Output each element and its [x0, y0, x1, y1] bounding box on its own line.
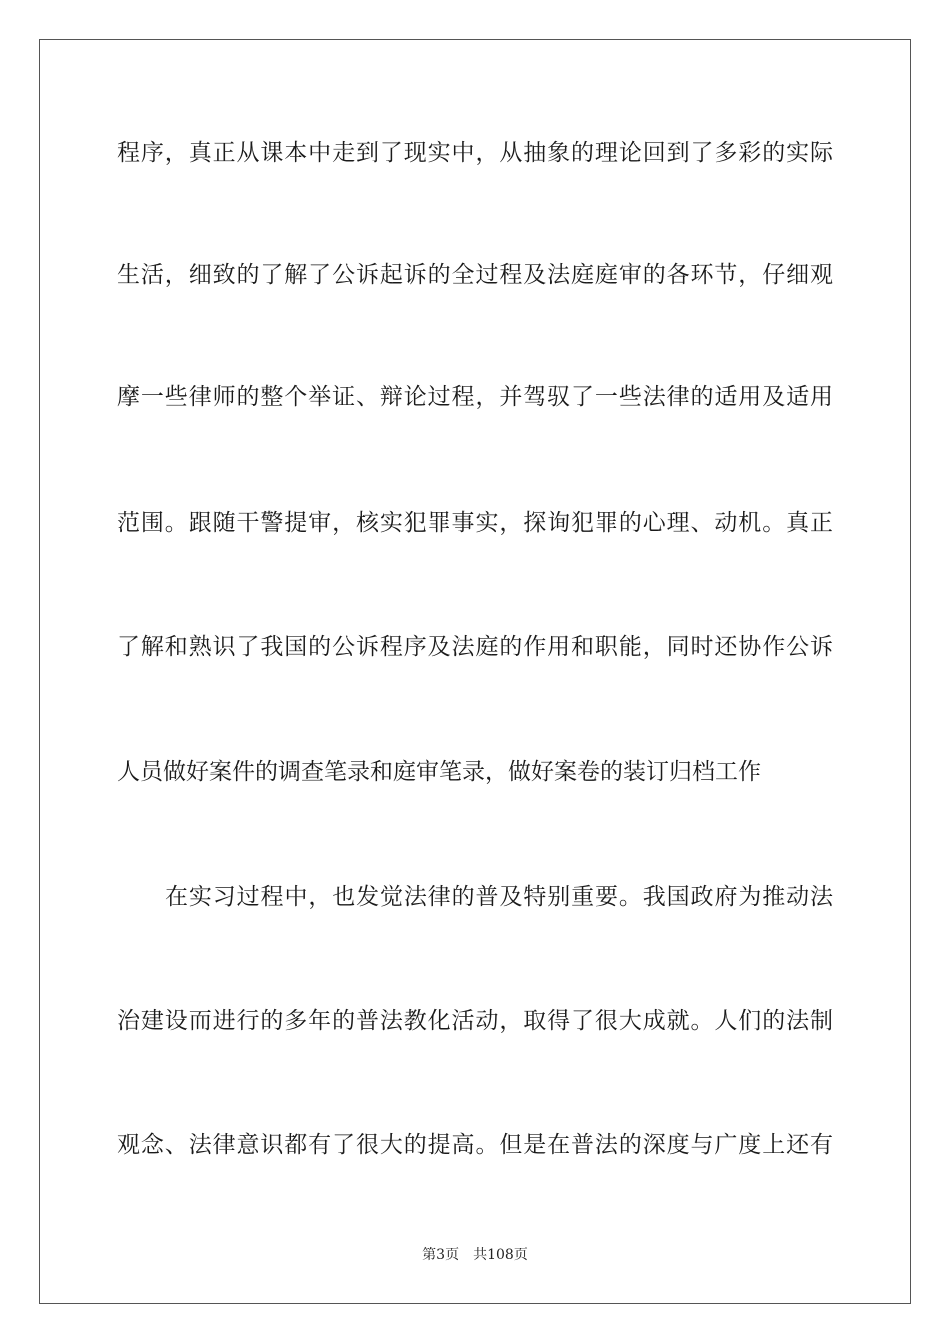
page-total: 共108页: [473, 1247, 528, 1263]
page-footer: [0, 1246, 950, 1264]
page-frame: [39, 39, 911, 1304]
body-text-line: 人员做好案件的调查笔录和庭审笔录，做好案卷的装订归档工作: [117, 759, 761, 785]
page-number: 第3页: [422, 1247, 460, 1263]
body-text-line: 生活，细致的了解了公诉起诉的全过程及法庭庭审的各环节，仔细观: [117, 262, 833, 288]
body-text-line: 程序，真正从课本中走到了现实中，从抽象的理论回到了多彩的实际: [117, 140, 833, 166]
body-text-line: 了解和熟识了我国的公诉程序及法庭的作用和职能，同时还协作公诉: [117, 634, 833, 660]
body-text-line: 范围。跟随干警提审，核实犯罪事实，探询犯罪的心理、动机。真正: [117, 510, 833, 536]
body-text-line: 摩一些律师的整个举证、辩论过程，并驾驭了一些法律的适用及适用: [117, 384, 833, 410]
paragraph-first-line: 在实习过程中，也发觉法律的普及特别重要。我国政府为推动法: [165, 884, 833, 910]
body-text-line: 治建设而进行的多年的普法教化活动，取得了很大成就。人们的法制: [117, 1008, 833, 1034]
body-text-line: 观念、法律意识都有了很大的提高。但是在普法的深度与广度上还有: [117, 1132, 833, 1158]
